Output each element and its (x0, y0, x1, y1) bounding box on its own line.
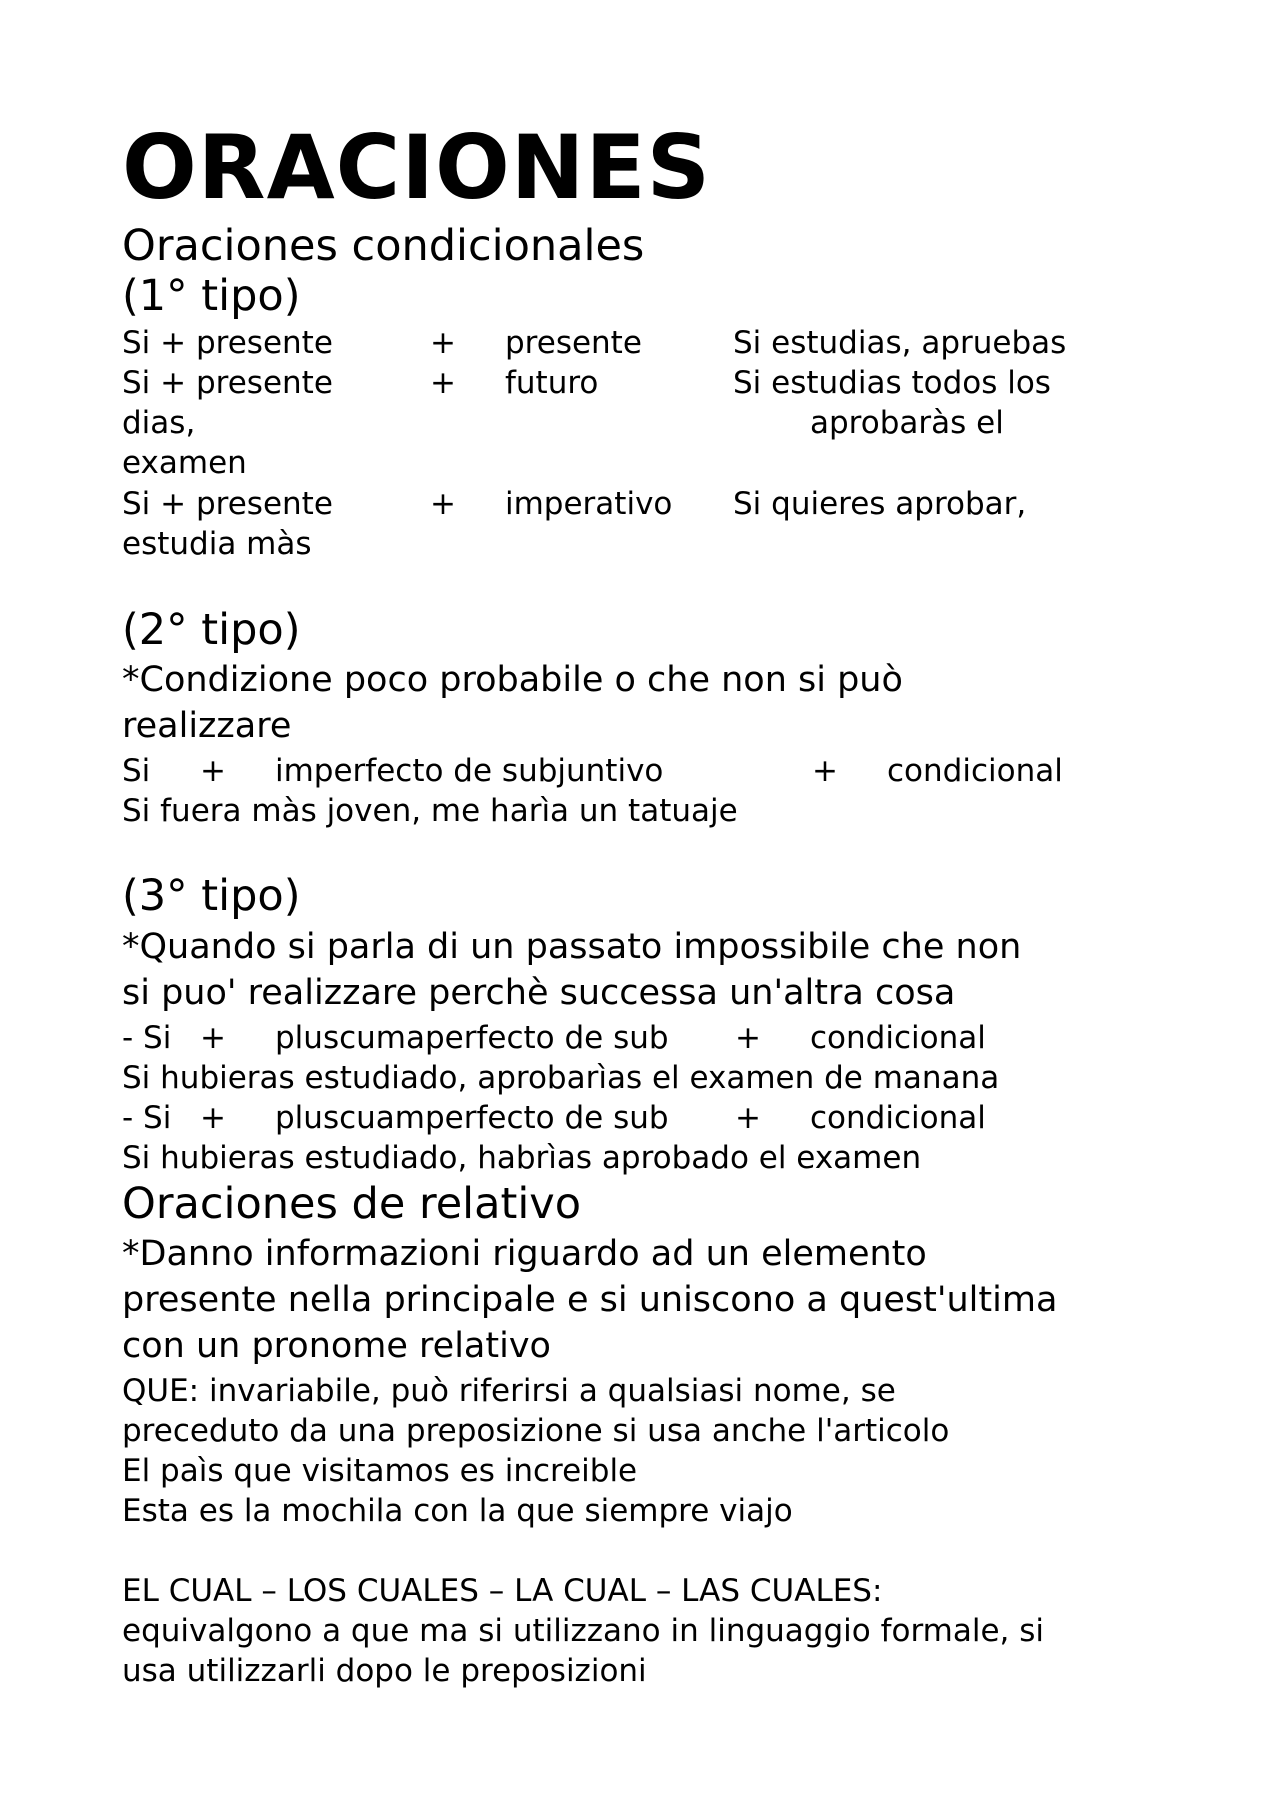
formula-part: Si + presente (122, 365, 333, 401)
plus-sign: + (735, 1020, 761, 1056)
example-text: aprobaràs el (810, 405, 1004, 441)
que-example: El paìs que visitamos es increible (122, 1453, 638, 1489)
plus-sign: + (430, 365, 456, 401)
example-text: Si quieres aprobar, (733, 486, 1027, 522)
formula-part: condicional (810, 1100, 986, 1136)
page-title: ORACIONES (122, 116, 711, 219)
plus-sign: + (200, 1100, 226, 1136)
que-example: Esta es la mochila con la que siempre viajo (122, 1493, 793, 1529)
que-description: preceduto da una preposizione si usa anche l'articolo (122, 1413, 950, 1449)
formula-part: - Si (122, 1100, 172, 1136)
example-text: Si estudias todos los (733, 365, 1051, 401)
tipo2-heading: (2° tipo) (122, 605, 301, 655)
formula-part: condicional (887, 753, 1063, 789)
plus-sign: + (200, 1020, 226, 1056)
plus-sign: + (812, 753, 838, 789)
formula-part: imperativo (505, 486, 673, 522)
section-heading-relativo: Oraciones de relativo (122, 1179, 582, 1229)
example-text: estudia màs (122, 526, 312, 562)
tipo3-note-line: *Quando si parla di un passato impossibile che non (122, 927, 1022, 967)
example-text: Si estudias, apruebas (733, 325, 1067, 361)
example-text: examen (122, 445, 247, 481)
formula-part: imperfecto de subjuntivo (275, 753, 664, 789)
formula-part: - Si (122, 1020, 172, 1056)
tipo3-example: Si hubieras estudiado, habrìas aprobado el examen (122, 1140, 922, 1176)
tipo3-heading: (3° tipo) (122, 871, 301, 921)
tipo2-example: Si fuera màs joven, me harìa un tatuaje (122, 793, 738, 829)
plus-sign: + (200, 753, 226, 789)
plus-sign: + (735, 1100, 761, 1136)
plus-sign: + (430, 325, 456, 361)
formula-part: pluscuamperfecto de sub (275, 1100, 669, 1136)
plus-sign: + (430, 486, 456, 522)
formula-part: presente (505, 325, 642, 361)
formula-part: futuro (505, 365, 599, 401)
relativo-note-line: presente nella principale e si uniscono a quest'ultima (122, 1280, 1058, 1320)
formula-part: pluscumaperfecto de sub (275, 1020, 669, 1056)
example-text: dias, (122, 405, 196, 441)
tipo2-note-line: realizzare (122, 706, 292, 746)
tipo1-heading: (1° tipo) (122, 271, 301, 321)
tipo2-note-line: *Condizione poco probabile o che non si può (122, 660, 903, 700)
formula-part: condicional (810, 1020, 986, 1056)
cual-description: usa utilizzarli dopo le preposizioni (122, 1653, 647, 1689)
tipo3-example: Si hubieras estudiado, aprobarìas el examen de manana (122, 1060, 1000, 1096)
formula-part: Si (122, 753, 151, 789)
formula-part: Si + presente (122, 486, 333, 522)
relativo-note-line: con un pronome relativo (122, 1326, 551, 1366)
relativo-note-line: *Danno informazioni riguardo ad un elemento (122, 1234, 927, 1274)
section-heading-condicionales: Oraciones condicionales (122, 221, 645, 271)
cual-description: equivalgono a que ma si utilizzano in linguaggio formale, si (122, 1613, 1045, 1649)
tipo3-note-line: si puo' realizzare perchè successa un'altra cosa (122, 973, 956, 1013)
cual-description: EL CUAL – LOS CUALES – LA CUAL – LAS CUALES: (122, 1573, 883, 1609)
que-description: QUE: invariabile, può riferirsi a qualsiasi nome, se (122, 1373, 896, 1409)
formula-part: Si + presente (122, 325, 333, 361)
